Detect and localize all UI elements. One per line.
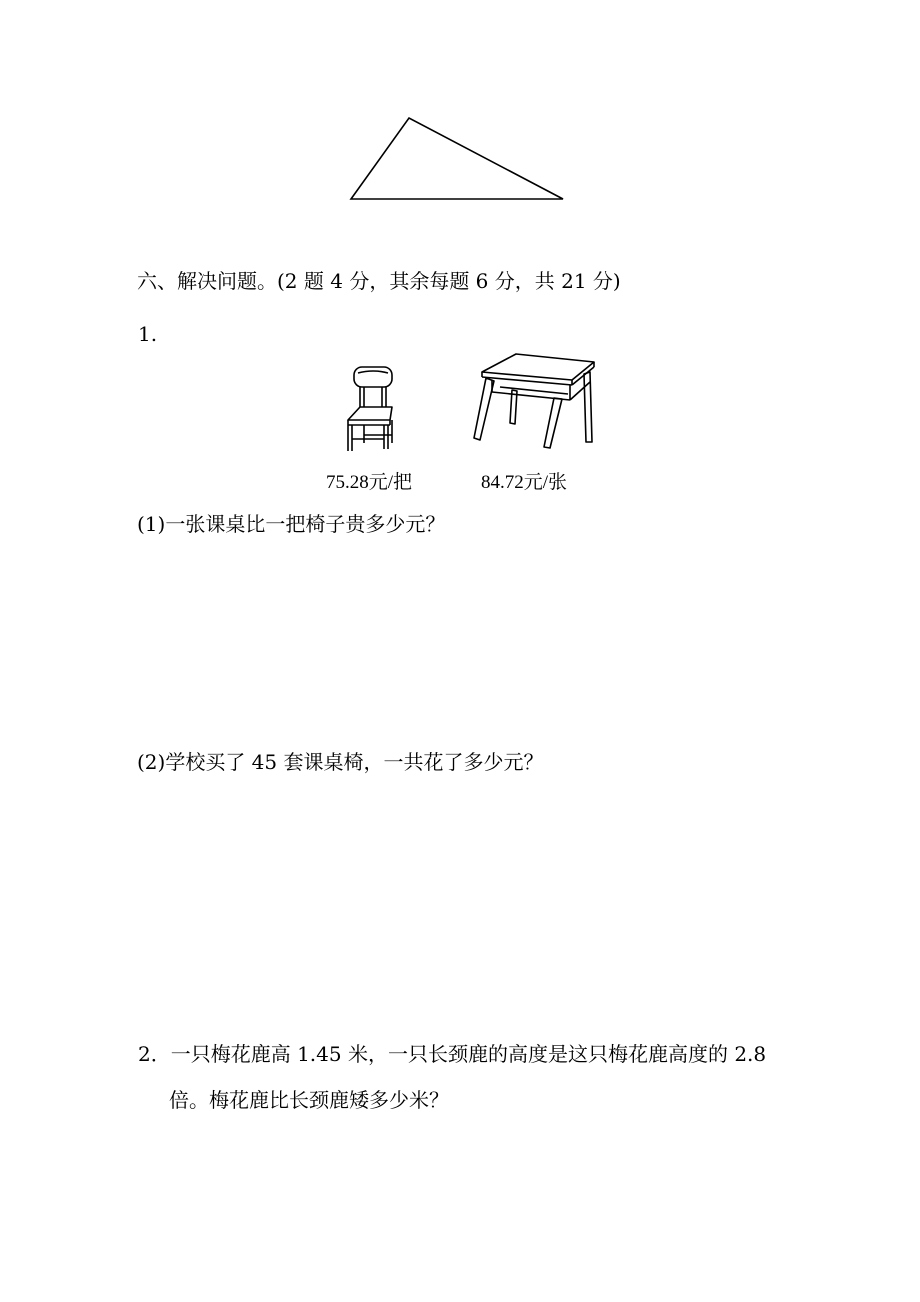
problem-1-question-1: (1)一张课桌比一把椅子贵多少元？ — [137, 512, 446, 536]
triangle-shape — [351, 118, 563, 199]
desk-icon — [470, 352, 600, 452]
problem-2-line-2: 倍。梅花鹿比长颈鹿矮多少米？ — [169, 1088, 449, 1112]
section-heading: 六、解决问题。(2 题 4 分，其余每题 6 分，共 21 分) — [137, 269, 621, 293]
problem-1-question-2: (2)学校买了 45 套课桌椅，一共花了多少元？ — [137, 750, 544, 774]
desk-price: 84.72元/张 — [481, 472, 568, 493]
chair-price: 75.28元/把 — [326, 472, 413, 493]
problem-1-number: 1. — [138, 322, 158, 346]
chair-icon — [340, 365, 400, 455]
triangle-figure — [0, 0, 920, 230]
problem-2-line-1: 2．一只梅花鹿高 1.45 米，一只长颈鹿的高度是这只梅花鹿高度的 2.8 — [138, 1042, 767, 1066]
